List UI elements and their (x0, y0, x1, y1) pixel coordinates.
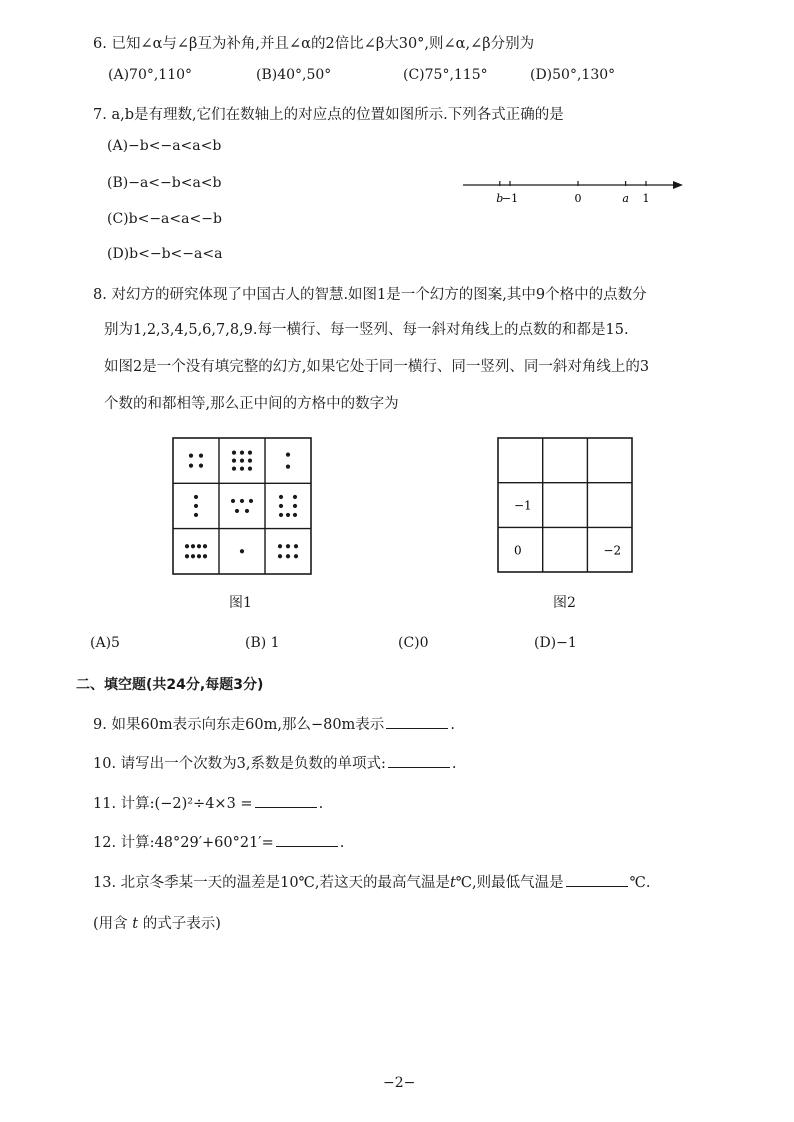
q11-period: . (318, 796, 324, 812)
q12-text: 12. 计算:48°29′+60°21′= (93, 835, 274, 851)
figure-1-dot (194, 513, 198, 517)
q7-option-a[interactable]: (A)−b<−a<a<b (107, 138, 222, 154)
figure-1-dot (199, 464, 203, 468)
question-9 (93, 713, 455, 734)
q9-answer-blank[interactable] (386, 715, 448, 729)
figure-2-caption: 图2 (553, 595, 576, 611)
q10-answer-blank[interactable] (388, 754, 450, 768)
page-number: −2− (383, 1075, 416, 1091)
section-2-title: 二、填空题(共24分,每题3分) (76, 677, 264, 693)
q11-text: 11. 计算:(−2)²÷4×3 = (93, 796, 253, 812)
number-line-label: 1 (642, 192, 650, 205)
figure-1-dot (240, 499, 244, 503)
figure-1-dot (194, 504, 198, 508)
figure-1-dot (197, 544, 201, 548)
question-8-line-4: 个数的和都相等,那么正中间的方格中的数字为 (104, 396, 399, 412)
q13-variable-t: t (449, 875, 456, 891)
figure-1-dot (185, 544, 189, 548)
figure-1-dot (232, 459, 236, 463)
q13-text-mid: ℃,则最低气温是 (455, 875, 564, 891)
figure-1-dot (293, 504, 297, 508)
figure-1-dot (240, 549, 244, 553)
figure-1-dot (235, 509, 239, 513)
q13-hint-start: (用含 (93, 916, 128, 932)
q6-option-a[interactable]: (A)70°,110° (108, 67, 193, 83)
figure-2-magic-square (497, 437, 635, 575)
q8-option-c[interactable]: (C)0 (398, 635, 429, 651)
figure-1-dot (278, 544, 282, 548)
figure-1-dot (231, 499, 235, 503)
q13-hint-end: 的式子表示) (142, 916, 221, 932)
figure-1-caption: 图1 (229, 595, 252, 611)
figure-1-dot (294, 554, 298, 558)
figure-1-dot (189, 454, 193, 458)
figure-1-dot (293, 513, 297, 517)
figure-1-dot (240, 467, 244, 471)
figure-1-dot (286, 544, 290, 548)
q13-hint-variable-t: t (132, 916, 139, 932)
figure-1-dot (286, 465, 290, 469)
figure-1-dot (240, 459, 244, 463)
figure-1-dot (191, 544, 195, 548)
figure-1-dot (248, 467, 252, 471)
q6-option-b[interactable]: (B)40°,50° (256, 67, 332, 83)
question-11 (93, 792, 323, 813)
figure-1-dot (279, 504, 283, 508)
q8-option-a[interactable]: (A)5 (90, 635, 120, 651)
figure-1-dot (248, 459, 252, 463)
number-line-figure (455, 172, 695, 212)
figure-1-dot (294, 544, 298, 548)
q7-option-c[interactable]: (C)b<−a<a<−b (107, 211, 222, 227)
q10-period: . (451, 756, 457, 772)
figure-1-magic-square (172, 437, 314, 577)
question-12 (93, 831, 344, 852)
question-13-line-1 (93, 871, 650, 892)
figure-1-dot (203, 554, 207, 558)
q12-answer-blank[interactable] (276, 833, 338, 847)
figure-1-dot (278, 554, 282, 558)
figure-1-dot (248, 451, 252, 455)
figure-1-dot (191, 554, 195, 558)
question-8-line-1: 8. 对幻方的研究体现了中国古人的智慧.如图1是一个幻方的图案,其中9个格中的点数分 (93, 287, 647, 303)
question-6: 6. 已知∠α与∠β互为补角,并且∠α的2倍比∠β大30°,则∠α,∠β分别为 (93, 36, 535, 52)
question-7: 7. a,b是有理数,它们在数轴上的对应点的位置如图所示.下列各式正确的是 (93, 107, 564, 123)
number-line-label: −1 (501, 192, 519, 205)
q13-text-start: 13. 北京冬季某一天的温差是10℃,若这天的最高气温是 (93, 875, 450, 891)
figure-1-border (173, 438, 311, 574)
q7-option-d[interactable]: (D)b<−b<−a<a (107, 246, 223, 262)
figure-1-dot (279, 495, 283, 499)
figure-1-dot (199, 454, 203, 458)
figure-1-dot (245, 509, 249, 513)
number-line-arrow (673, 181, 683, 189)
question-13-line-2 (93, 912, 221, 933)
figure-2-cell-number: 0 (514, 543, 522, 558)
figure-1-dot (286, 554, 290, 558)
figure-1-dot (293, 495, 297, 499)
question-8-line-3: 如图2是一个没有填完整的幻方,如果它处于同一横行、同一竖列、同一斜对角线上的3 (104, 359, 650, 375)
q9-text: 9. 如果60m表示向东走60m,那么−80m表示 (93, 717, 385, 733)
number-line-label: b (496, 192, 504, 205)
q9-period: . (450, 717, 455, 733)
q12-period: . (339, 835, 345, 851)
q8-option-b[interactable]: (B) 1 (245, 635, 280, 651)
figure-1-dot (249, 499, 253, 503)
number-line-label: a (622, 192, 629, 205)
q8-option-d[interactable]: (D)−1 (534, 635, 577, 651)
figure-1-dot (232, 451, 236, 455)
figure-1-dot (232, 467, 236, 471)
figure-1-dot (189, 464, 193, 468)
figure-1-dot (286, 513, 290, 517)
q6-option-d[interactable]: (D)50°,130° (530, 67, 616, 83)
q11-answer-blank[interactable] (255, 794, 317, 808)
figure-1-dot (197, 554, 201, 558)
q7-option-b[interactable]: (B)−a<−b<a<b (107, 175, 222, 191)
figure-1-dot (286, 453, 290, 457)
figure-1-dot (279, 513, 283, 517)
number-line-label: 0 (574, 192, 582, 205)
figure-1-dot (240, 451, 244, 455)
q6-option-c[interactable]: (C)75°,115° (403, 67, 488, 83)
figure-2-cell-number: −1 (514, 498, 532, 513)
question-8-line-2: 别为1,2,3,4,5,6,7,8,9.每一横行、每一竖列、每一斜对角线上的点数的和都是15. (104, 322, 629, 338)
figure-1-dot (203, 544, 207, 548)
figure-1-dot (185, 554, 189, 558)
q13-answer-blank[interactable] (566, 873, 628, 887)
figure-1-dot (194, 495, 198, 499)
question-10 (93, 752, 457, 773)
q10-text: 10. 请写出一个次数为3,系数是负数的单项式: (93, 756, 386, 772)
figure-2-cell-number: −2 (603, 543, 622, 558)
q13-text-end: ℃. (629, 875, 651, 891)
